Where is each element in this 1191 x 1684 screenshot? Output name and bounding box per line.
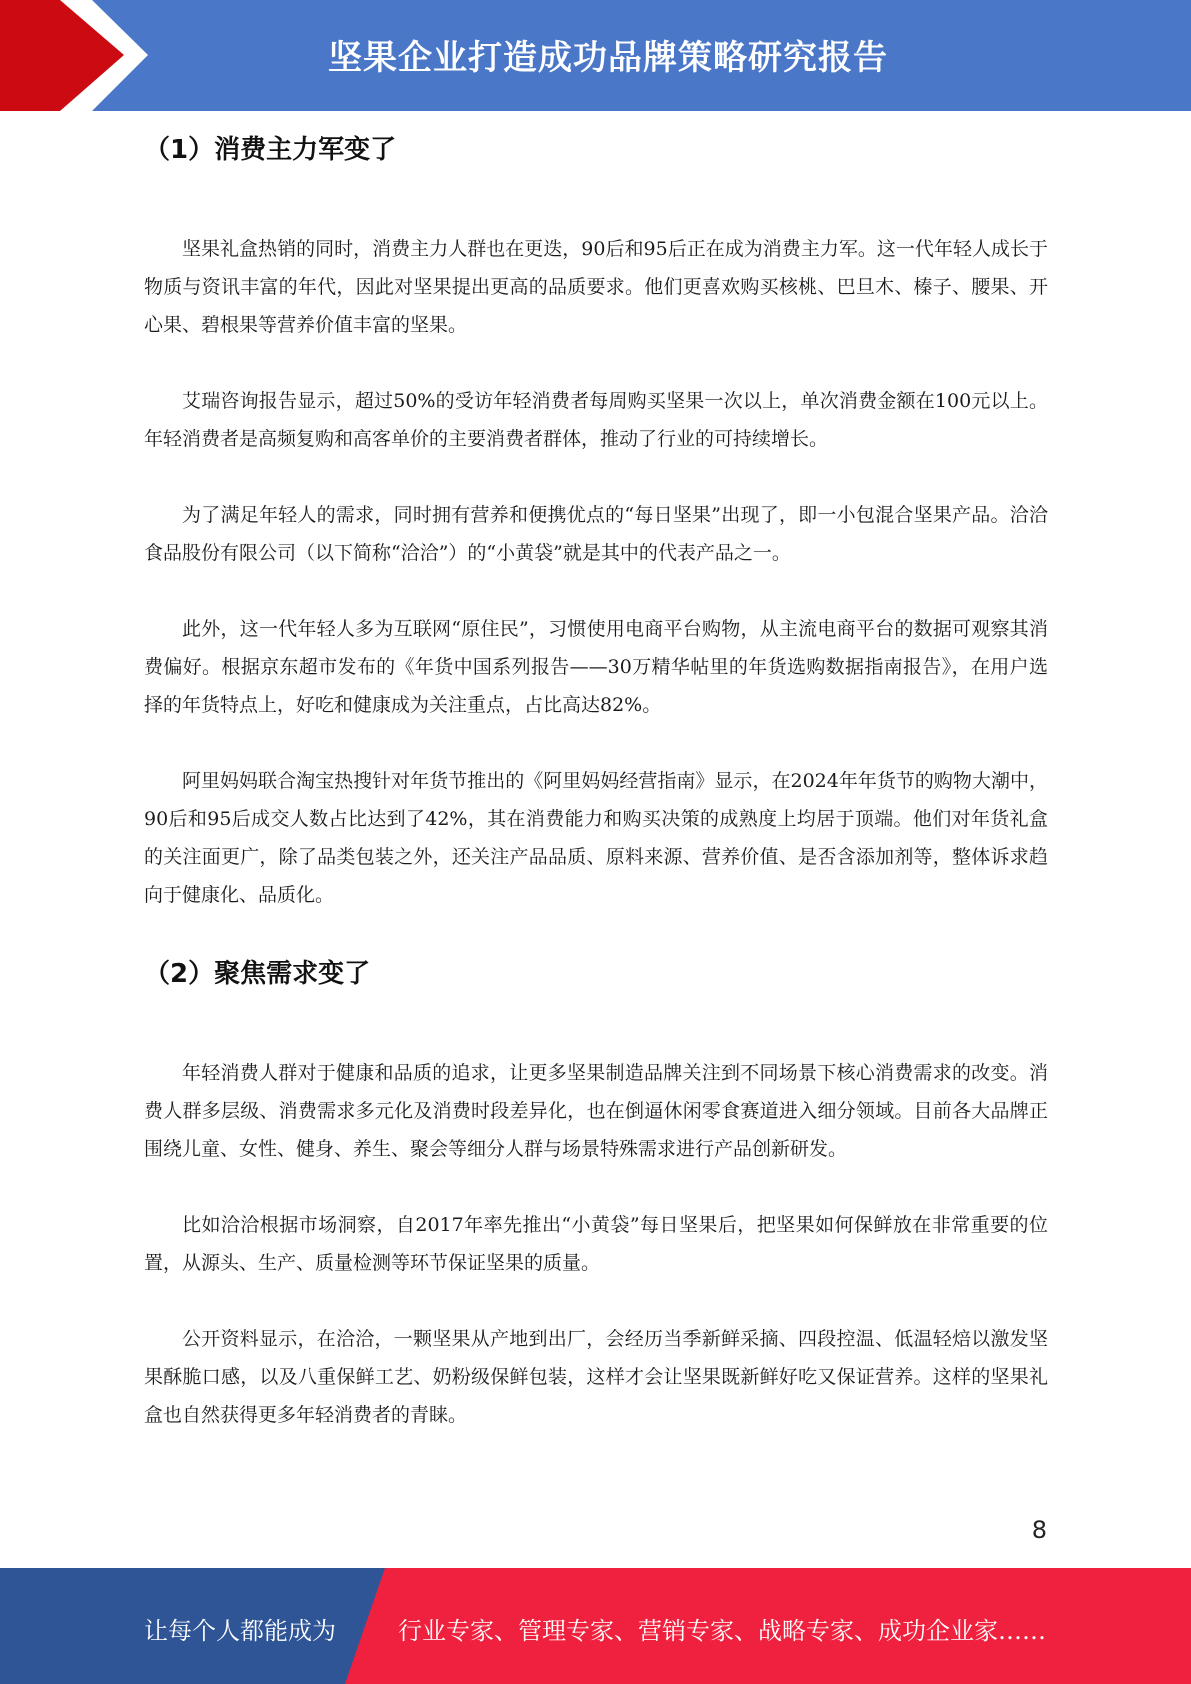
section-consumer-shift bbox=[144, 132, 1048, 914]
paragraph: 此外，这一代年轻人多为互联网“原住民”，习惯使用电商平台购物，从主流电商平台的数据可观察其消费偏好。根据京东超市发布的《年货中国系列报告——30万精华帖里的年货选购数据指南报告》，在用户选择的年货特点上，好吃和健康成为关注重点，占比高达82%。 bbox=[144, 618, 1048, 716]
footer-slogan-right: 行业专家、管理专家、营销专家、战略专家、成功企业家…… bbox=[398, 1617, 1046, 1645]
section-demand-shift bbox=[144, 956, 1048, 1434]
document-title: 坚果企业打造成功品牌策略研究报告 bbox=[328, 38, 888, 78]
footer-slogan-left: 让每个人都能成为 bbox=[144, 1617, 336, 1645]
section-heading: （2）聚焦需求变了 bbox=[144, 959, 371, 989]
paragraph: 比如洽洽根据市场洞察，自2017年率先推出“小黄袋”每日坚果后，把坚果如何保鲜放在非常重要的位置，从源头、生产、质量检测等环节保证坚果的质量。 bbox=[144, 1214, 1048, 1274]
page-header bbox=[0, 0, 1191, 111]
paragraph: 公开资料显示，在洽洽，一颗坚果从产地到出厂，会经历当季新鲜采摘、四段控温、低温轻焙以激发坚果酥脆口感，以及八重保鲜工艺、奶粉级保鲜包装，这样才会让坚果既新鲜好吃又保证营养。这样的坚果礼盒也自然获得更多年轻消费者的青睐。 bbox=[144, 1328, 1048, 1426]
paragraph: 艾瑞咨询报告显示，超过50%的受访年轻消费者每周购买坚果一次以上，单次消费金额在100元以上。年轻消费者是高频复购和高客单价的主要消费者群体，推动了行业的可持续增长。 bbox=[144, 390, 1048, 450]
paragraph: 阿里妈妈联合淘宝热搜针对年货节推出的《阿里妈妈经营指南》显示，在2024年年货节的购物大潮中，90后和95后成交人数占比达到了42%，其在消费能力和购买决策的成熟度上均居于顶端。他们对年货礼盒的关注面更广，除了品类包装之外，还关注产品品质、原料来源、营养价值、是否含添加剂等，整体诉求趋向于健康化、品质化。 bbox=[144, 770, 1048, 906]
paragraph: 年轻消费人群对于健康和品质的追求，让更多坚果制造品牌关注到不同场景下核心消费需求的改变。消费人群多层级、消费需求多元化及消费时段差异化，也在倒逼休闲零食赛道进入细分领域。目前各大品牌正围绕儿童、女性、健身、养生、聚会等细分人群与场景特殊需求进行产品创新研发。 bbox=[144, 1062, 1048, 1160]
page-number: 8 bbox=[1031, 1516, 1047, 1544]
page-footer bbox=[0, 1568, 1191, 1684]
main-content bbox=[144, 122, 1048, 1434]
paragraph: 为了满足年轻人的需求，同时拥有营养和便携优点的“每日坚果”出现了，即一小包混合坚果产品。洽洽食品股份有限公司（以下简称“洽洽”）的“小黄袋”就是其中的代表产品之一。 bbox=[144, 504, 1048, 564]
paragraph: 坚果礼盒热销的同时，消费主力人群也在更迭，90后和95后正在成为消费主力军。这一代年轻人成长于物质与资讯丰富的年代，因此对坚果提出更高的品质要求。他们更喜欢购买核桃、巴旦木、榛子、腰果、开心果、碧根果等营养价值丰富的坚果。 bbox=[144, 238, 1048, 336]
section-heading: （1）消费主力军变了 bbox=[144, 135, 397, 165]
